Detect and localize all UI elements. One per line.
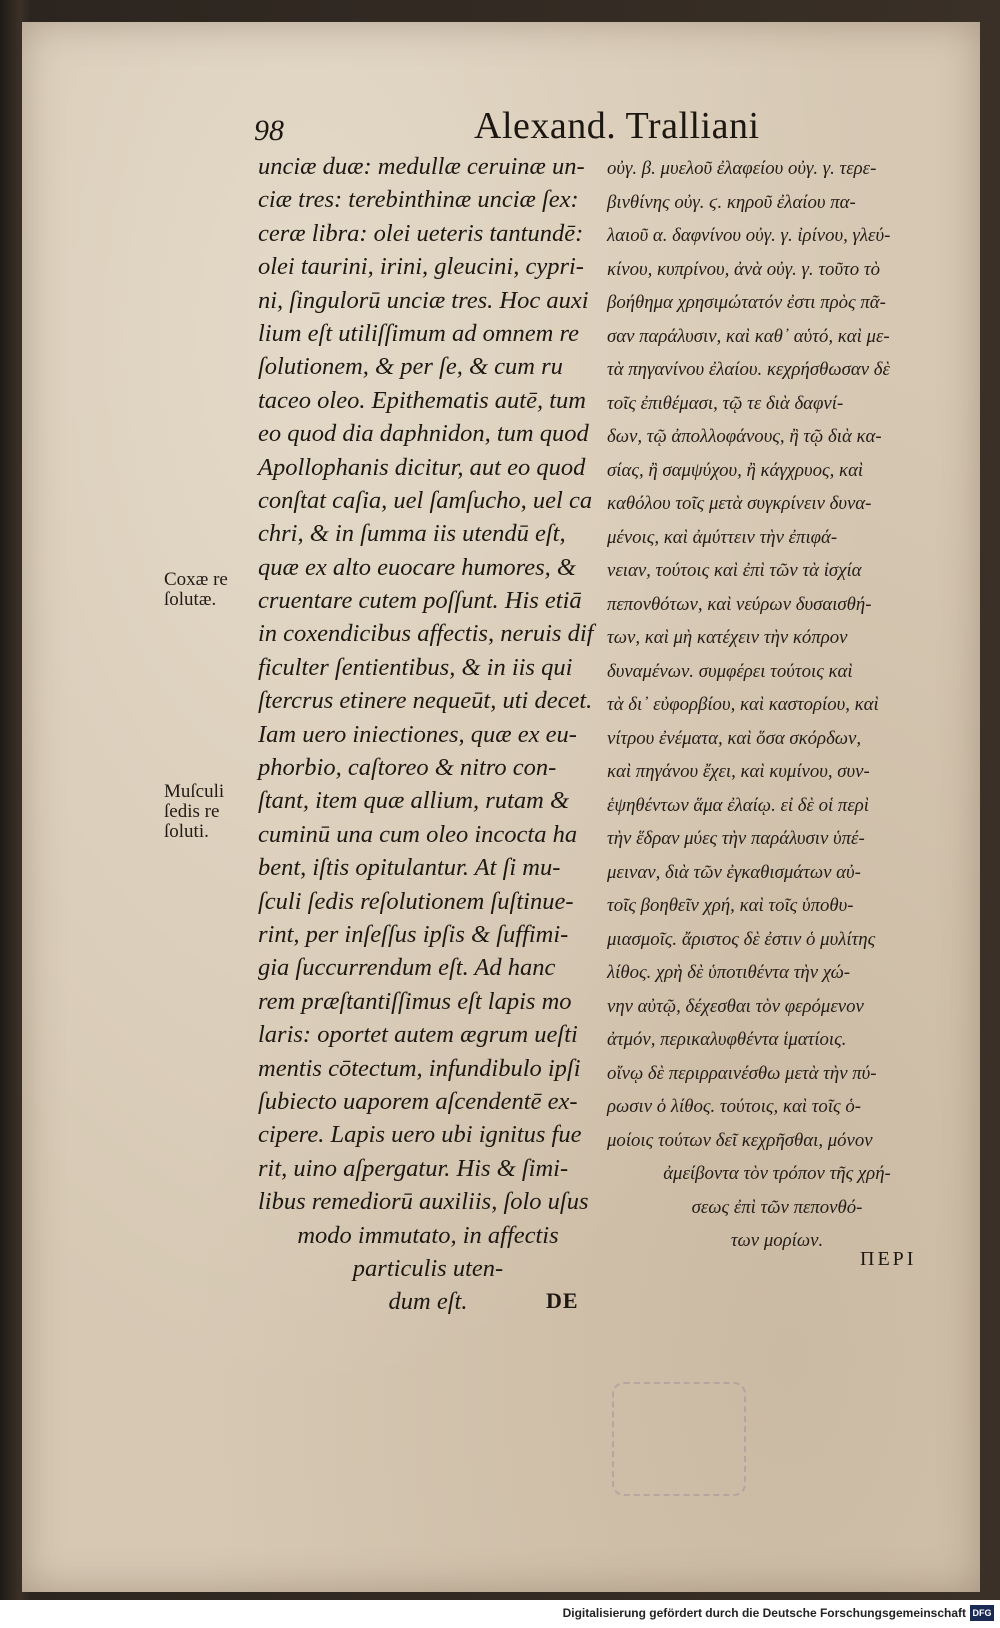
margin-note-coxae: Coxæ re ſolutæ. [164,569,228,610]
greek-text-line: των, καὶ μὴ κατέχειν τὴν κόπρον [607,627,848,648]
latin-text-line: mentis cōtectum, infundibulo ipſi [258,1054,581,1082]
greek-text-line: σαν παράλυσιν, καὶ καθ᾽ αὑτό, καὶ με- [607,325,890,347]
greek-text-line: νειαν, τούτοις καὶ ἐπὶ τῶν τὰ ἰσχία [607,560,862,581]
page-number: 98 [254,114,284,147]
latin-text-line: bent, iſtis opitulantur. At ſi mu- [258,854,561,882]
latin-text-line: cruentare cutem poſſunt. His etiā [258,587,582,615]
latin-text-line: in coxendicibus affectis, neruis dif [258,620,594,648]
latin-text-line: Iam uero iniectiones, quæ ex eu- [258,720,577,748]
latin-text-line: gia ſuccurrendum eſt. Ad hanc [258,954,556,982]
margin-note-musculi: Muſculi ſedis re ſoluti. [164,781,225,842]
latin-text-line: ficulter ſentientibus, & in iis qui [258,653,573,681]
latin-text-line: ſtant, item quæ allium, rutam & [258,787,570,815]
latin-text-line: taceo oleo. Epithematis autē, tum [258,386,586,414]
latin-text-line: particulis uten- [352,1254,504,1282]
greek-text-line: μοίοις τούτων δεῖ κεχρῆσθαι, μόνον [607,1129,873,1151]
greek-text-line: δων, τῷ ἀπολλοφάνους, ἢ τῷ διὰ κα- [607,426,882,447]
latin-text-line: dum eſt. [388,1288,468,1316]
greek-text-line: πεπονθότων, καὶ νεύρων δυσαισθή- [607,593,872,615]
latin-text-line: phorbio, caſtoreo & nitro con- [258,754,557,782]
greek-text-line: μένοις, καὶ ἀμύττειν τὴν ἐπιφά- [607,526,838,548]
greek-catchword: ΠΕΡΙ [860,1248,917,1270]
greek-text-line: καὶ πηγάνου ἔχει, καὶ κυμίνου, συν- [607,761,870,782]
latin-catchword: DE [546,1288,579,1313]
latin-text-line: eo quod dia daphnidon, tum quod [258,420,589,448]
greek-text-line: μιασμοῖς. ἄριστος δὲ ἐστιν ὁ μυλίτης [607,928,876,950]
latin-text-line: modo immutato, in affectis [297,1221,559,1249]
latin-text-line: ſubiecto uaporem aſcendentē ex- [258,1087,578,1115]
latin-text-line: quæ ex alto euocare humores, & [258,553,576,581]
greek-text-line: σίας, ἢ σαμψύχου, ἢ κάγχρυος, καὶ [607,459,864,481]
greek-text-line: δυναμένων. συμφέρει τούτοις καὶ [607,660,853,682]
greek-text-line: τὴν ἕδραν μύες τὴν παράλυσιν ὑπέ- [607,828,865,849]
greek-text-line: τοῖς βοηθεῖν χρή, καὶ τοῖς ὑποθυ- [607,895,854,916]
greek-text-line: σεως ἐπὶ τῶν πεπονθό- [691,1196,863,1218]
latin-text-line: olei taurini, irini, gleucini, cypri- [258,253,584,281]
greek-text-line: των μορίων. [730,1230,824,1251]
greek-text-line: ἀτμόν, περικαλυφθέντα ἱματίοις. [607,1029,847,1050]
latin-text-line: laris: oportet autem ægrum ueſti [258,1021,578,1049]
latin-text-line: ſolutionem, & per ſe, & cum ru [258,353,563,381]
latin-text-line: Apollophanis dicitur, aut eo quod [258,453,586,481]
greek-text-line: οἴνῳ δὲ περιρραινέσθω μετὰ τὴν πύ- [607,1062,877,1084]
latin-text-line: ni, ſingulorū unciæ tres. Hoc auxi [258,286,589,314]
latin-text-line: ſtercrus etinere nequeūt, uti decet. [258,687,593,715]
latin-text-line: rem præſtantiſſimus eſt lapis mo [258,987,572,1015]
latin-text-line: rit, uino aſpergatur. His & ſimi- [258,1154,569,1182]
greek-text-line: τὰ δι᾽ εὐφορβίου, καὶ καστορίου, καὶ [607,694,879,715]
latin-text-line: conſtat caſia, uel ſamſucho, uel ca [258,486,593,514]
greek-text-line: μειναν, διὰ τῶν ἐγκαθισμάτων αὐ- [607,861,861,883]
greek-text-line: βινθίνης οὐγ. ϛ. κηροῦ ἐλαίου πα- [607,191,856,213]
latin-text-line: ciæ tres: terebinthinæ unciæ ſex: [258,186,579,214]
greek-text-line: λαιοῦ α. δαφνίνου οὐγ. γ. ἰρίνου, γλεύ- [607,225,891,246]
book-page [22,22,980,1592]
greek-text-line: τοῖς ἐπιθέμασι, τῷ τε διὰ δαφνί- [607,392,844,414]
greek-text-line: οὐγ. β. μυελοῦ ἐλαφείου οὐγ. γ. τερε- [607,158,877,179]
dfg-logo: DFG [970,1605,994,1621]
latin-text-line: libus remediorū auxiliis, ſolo uſus [258,1188,589,1216]
latin-text-line: lium eſt utiliſſimum ad omnem re [258,319,579,347]
latin-text-line: ceræ libra: olei ueteris tantundē: [258,219,584,247]
greek-text-line: ἑψηθέντων ἅμα ἐλαίῳ. εἰ δὲ οἱ περὶ [607,794,869,816]
greek-text-line: ρωσιν ὁ λίθος. τούτοις, καὶ τοῖς ὁ- [607,1096,862,1117]
greek-text-line: ἀμείβοντα τὸν τρόπον τῆς χρή- [663,1163,891,1184]
footer-credit: Digitalisierung gefördert durch die Deutsche Forschungsgemeinschaft [562,1606,966,1620]
greek-text-line: καθόλου τοῖς μετὰ συγκρίνειν δυνα- [607,493,872,514]
greek-column [607,152,947,1258]
greek-text-line: κίνου, κυπρίνου, ἀνὰ οὐγ. γ. τοῦτο τὸ [607,258,880,280]
greek-text-line: τὰ πηγανίνου ἐλαίου. κεχρήσθωσαν δὲ [607,359,890,380]
latin-text-line: cuminū una cum oleo incocta ha [258,820,578,848]
latin-text-line: rint, per inſeſſus ipſis & ſuffimi- [258,920,569,948]
latin-text-line: cipere. Lapis uero ubi ignitus fue [258,1121,582,1149]
latin-column [258,150,598,1319]
latin-text-line: chri, & in ſumma iis utendū eſt, [258,520,566,548]
latin-text-line: unciæ duæ: medullæ ceruinæ un- [258,153,585,180]
running-head: Alexand. Tralliani [474,105,760,147]
latin-text-line: ſculi ſedis reſolutionem ſuſtinue- [258,887,574,915]
greek-text-line: βοήθημα χρησιμώτατόν ἐστι πρὸς πᾶ- [607,292,886,313]
footer-bar [0,1600,1000,1628]
library-stamp [612,1382,746,1496]
greek-text-line: λίθος. χρὴ δὲ ὑποτιθέντα τὴν χώ- [607,962,850,983]
greek-text-line: νην αὐτῷ, δέχεσθαι τὸν φερόμενον [607,995,864,1017]
greek-text-line: νίτρου ἐνέματα, καὶ ὅσα σκόρδων, [607,727,862,749]
